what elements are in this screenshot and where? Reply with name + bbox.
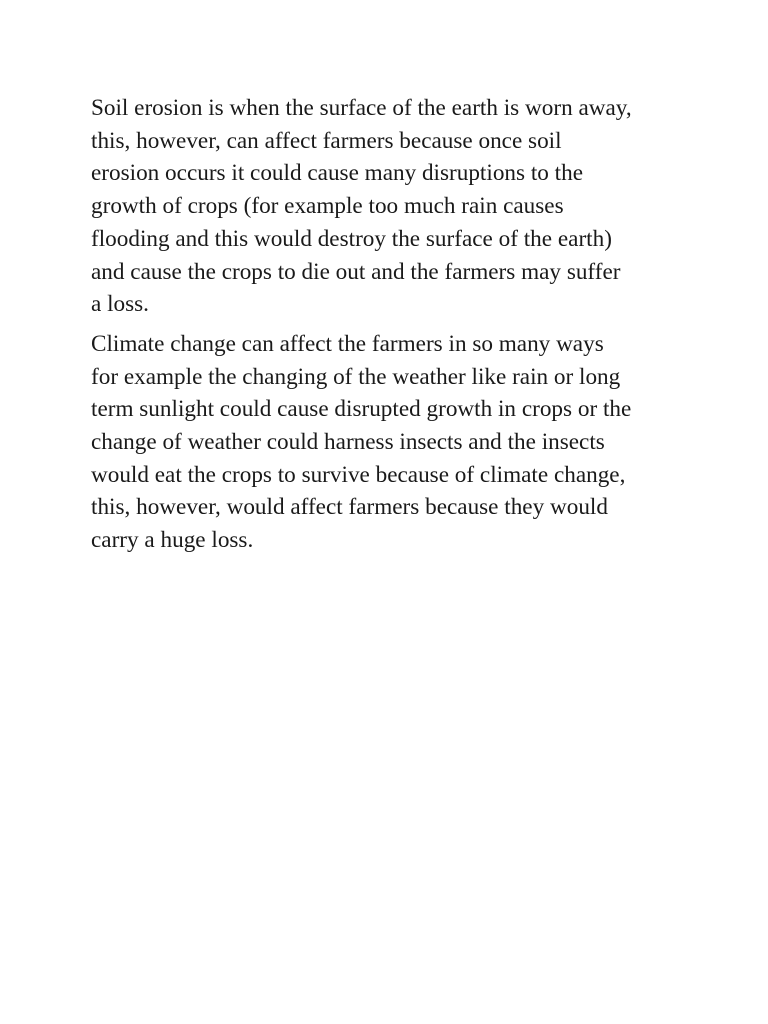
text-line: erosion occurs it could cause many disruptions to the — [91, 160, 583, 187]
text-line: for example the changing of the weather like rain or long — [91, 363, 621, 390]
text-line: this, however, can affect farmers because once soil — [91, 127, 562, 154]
paragraph-soil-erosion — [91, 92, 691, 321]
text-line: this, however, would affect farmers because they would — [91, 494, 608, 521]
text-line: a loss. — [91, 291, 149, 318]
text-line: term sunlight could cause disrupted growth in crops or the — [91, 396, 632, 423]
text-line: carry a huge loss. — [91, 527, 254, 554]
text-line: Soil erosion is when the surface of the earth is worn away, — [91, 95, 632, 121]
text-line: and cause the crops to die out and the farmers may suffer — [91, 258, 621, 285]
text-line: Climate change can affect the farmers in so many ways — [91, 330, 604, 357]
paragraph-climate-change — [91, 328, 691, 557]
text-line: growth of crops (for example too much rain causes — [91, 193, 564, 220]
text-line: flooding and this would destroy the surface of the earth) — [91, 225, 612, 252]
text-line: change of weather could harness insects and the insects — [91, 429, 605, 456]
text-line: would eat the crops to survive because of climate change, — [91, 461, 626, 488]
document-body — [91, 92, 691, 564]
